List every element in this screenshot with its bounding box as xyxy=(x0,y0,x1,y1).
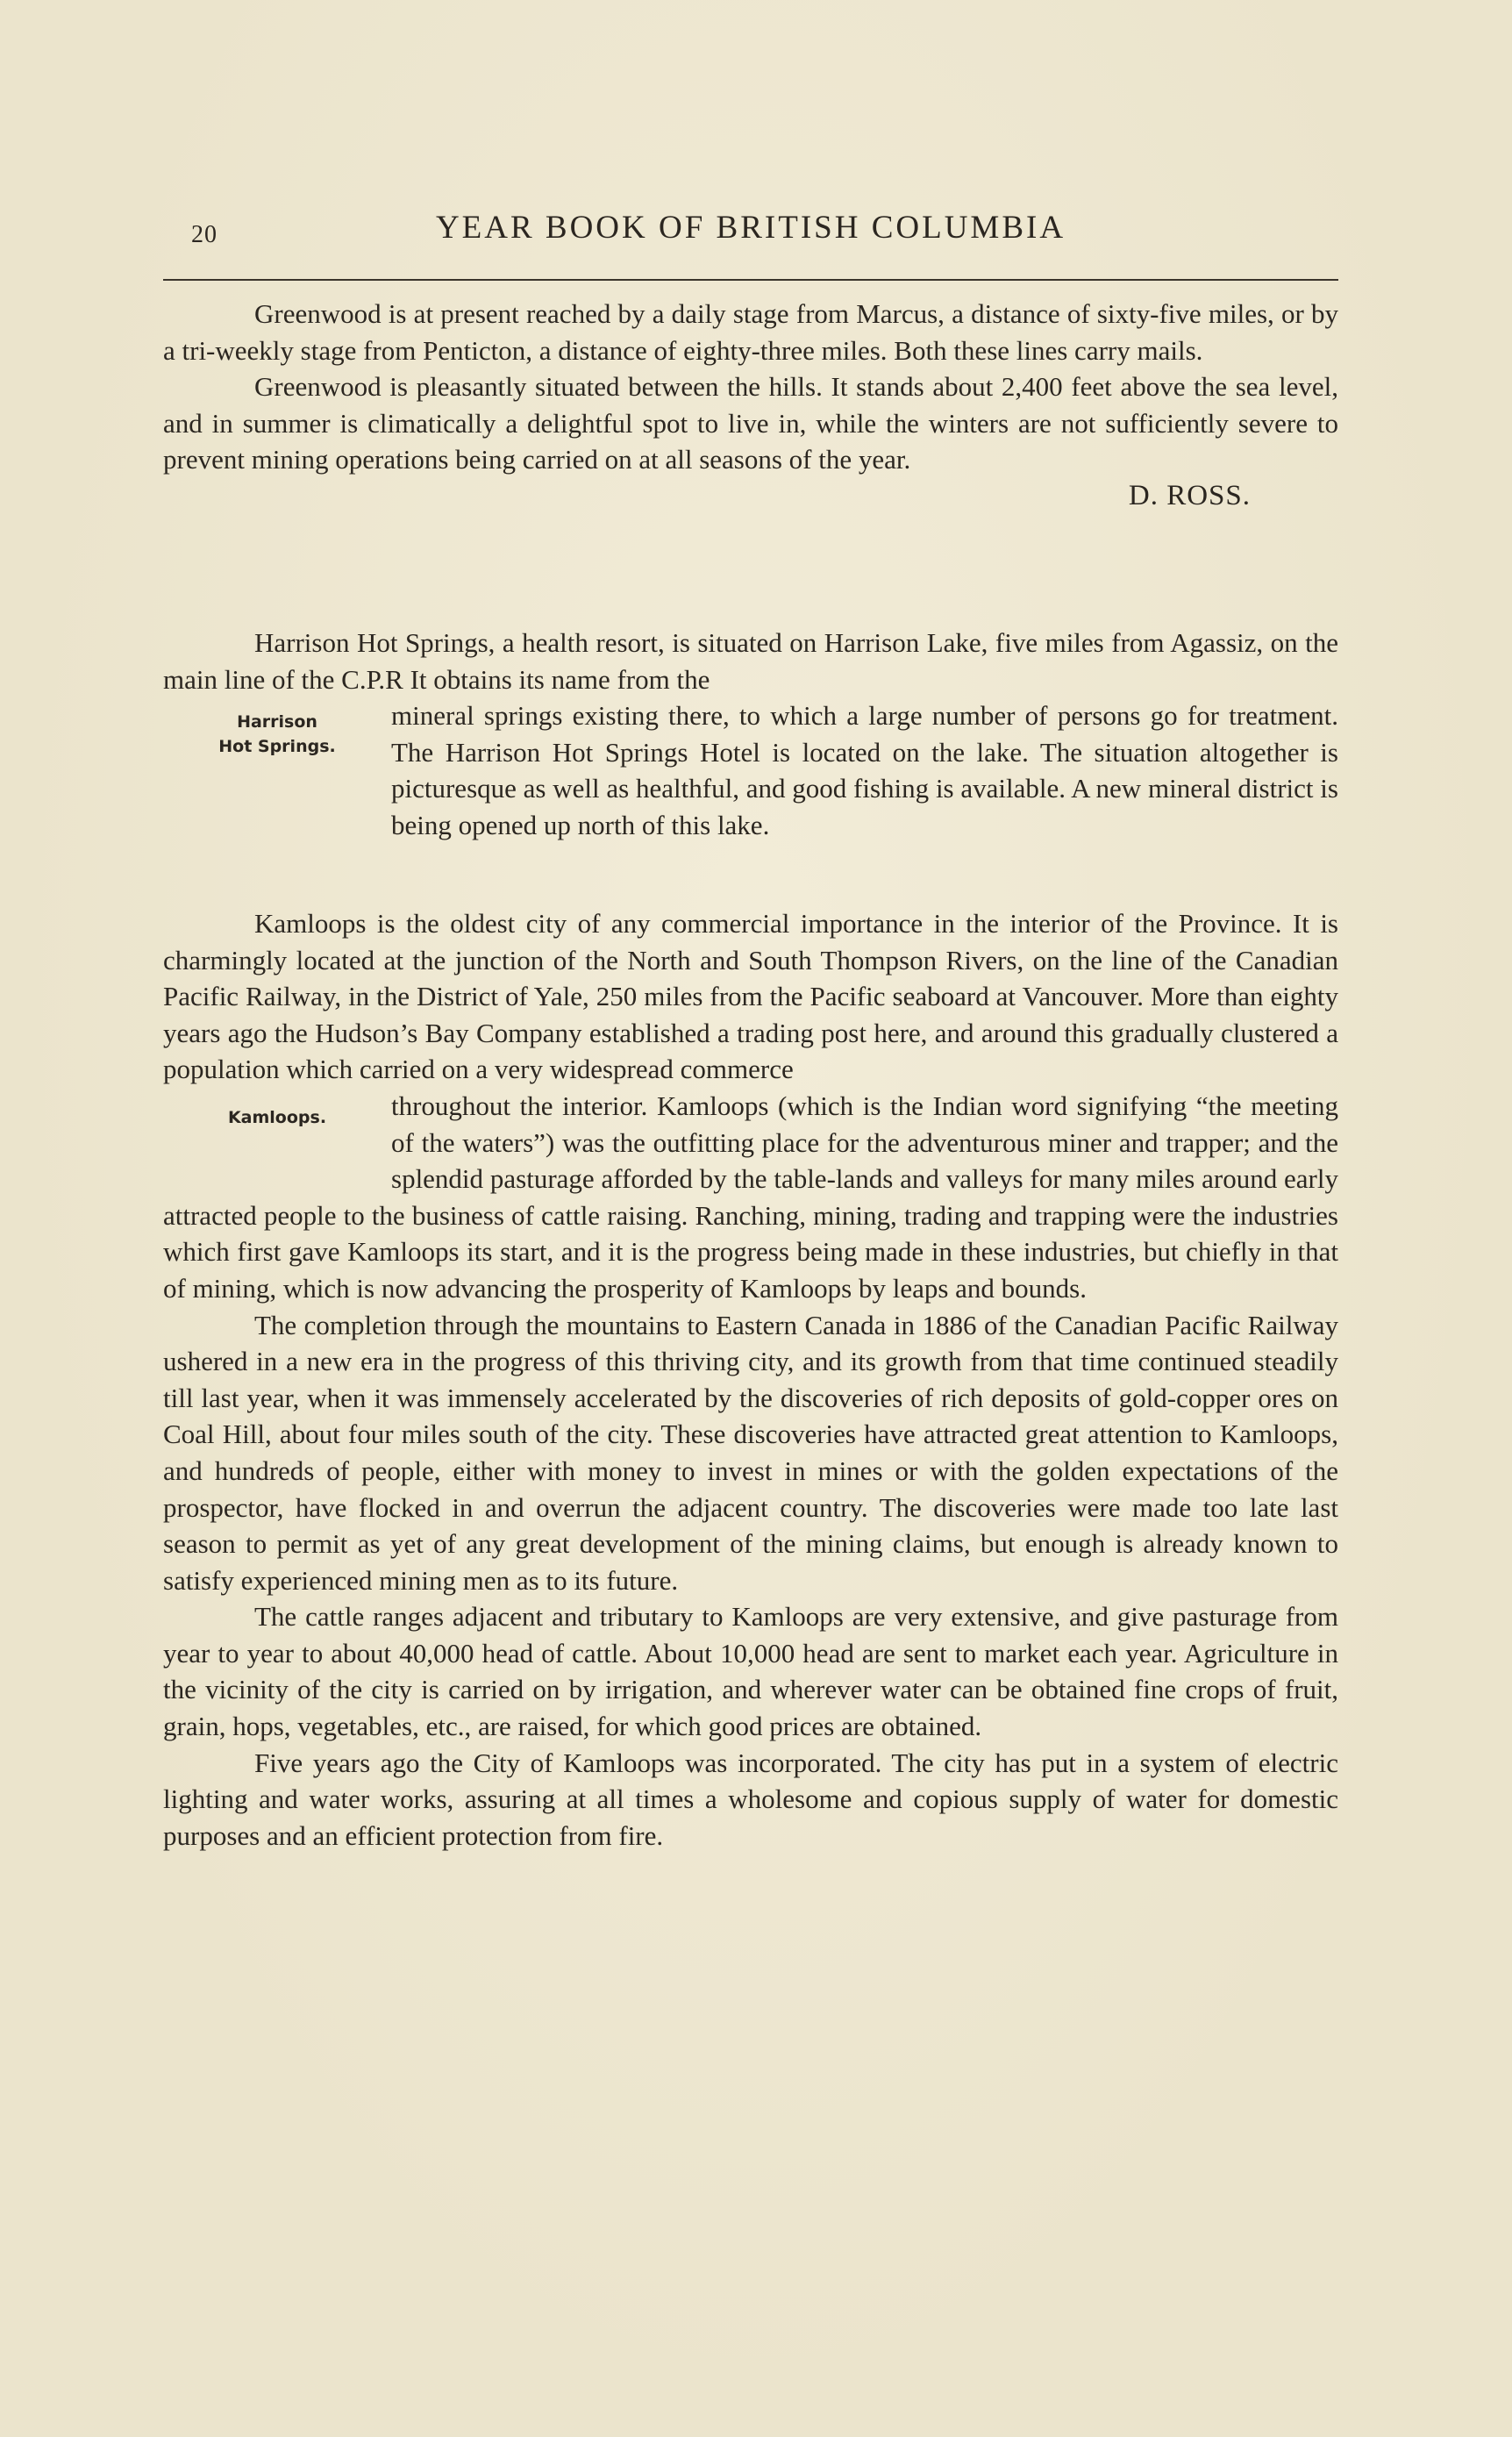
kamloops-paragraph-4: Five years ago the City of Kamloops was incorporated. The city has put in a system of electric lighting and water works, assuring at all times a wholesome and copious supply of water for domestic purposes and an efficient protection from fire. xyxy=(163,1747,1338,1851)
kamloops-section xyxy=(163,905,1338,1854)
harrison-section xyxy=(163,625,1338,844)
kamloops-paragraph-2: The completion through the mountains to Eastern Canada in 1886 of the Canadian Pacific Railway ushered in a new era in the progress of this thriving city, and its growth from that time continued steadily till last year, when it was immensely accelerated by the discoveries of rich deposits of gold-copper ores on Coal Hill, about four miles south of the city. These discoveries have attracted great attention to Kamloops, and hundreds of people, either with money to invest in mines or with the golden expectations of the prospector, have flocked in and overrun the adjacent country. The discoveries were made too late last season to permit as yet of any great development of the mining claims, but enough is already known to satisfy experienced mining men as to its future. xyxy=(163,1309,1338,1596)
running-title: YEAR BOOK OF BRITISH COLUMBIA xyxy=(435,210,1066,246)
sidenote-line: Hot Springs. xyxy=(218,737,336,757)
sidenote-line: Harrison xyxy=(237,712,317,733)
kamloops-sidenote: Kamloops. xyxy=(227,1107,327,1127)
greenwood-section xyxy=(163,296,1338,515)
kamloops-paragraph-3: The cattle ranges adjacent and tributary to Kamloops are very extensive, and give pasturage from year to year to about 40,000 head of cattle. About 10,000 head are sent to market each year. Agriculture in the vicinity of the city is carried on by irrigation, and wherever water can be obtained fine crops of fruit, grain, hops, vegetables, etc., are raised, for which good prices are obtained. xyxy=(163,1601,1338,1742)
header-rule xyxy=(163,279,1338,281)
page-number: 20 xyxy=(191,221,218,248)
kamloops-body-text: throughout the interior. Kamloops (which is the Indian word signifying “the meeting of the waters”) was the outfitting place for the adventurous miner and trapper; and the splendid pasturage afforded by the table-lands and valleys for many miles around early attracted people to the business of cattle raising. Ranching, mining, trading and trapping were the industries which first gave Kamloops its start, and it is the progress being made in these industries, but chiefly in that of mining, which is now advancing the prosperity of Kamloops by leaps and bounds. xyxy=(163,1090,1338,1304)
greenwood-paragraph-2: Greenwood is pleasantly situated between the hills. It stands about 2,400 feet above the sea level, and in summer is climatically a delightful spot to live in, while the winters are not sufficiently severe to prevent mining operations being carried on at all seasons of the year. xyxy=(163,371,1338,475)
harrison-sidenote xyxy=(163,710,391,818)
kamloops-lead-text: Kamloops is the oldest city of any commercial importance in the interior of the Province. It is charmingly located at the junction of the North and South Thompson Rivers, on the line of the Canadian Pacific Railway, in the District of Yale, 250 miles from the Pacific seaboard at Vancouver. More than eighty years ago the Hudson’s Bay Company established a trading post here, and around this gradually clustered a population which carried on a very widespread commerce xyxy=(163,908,1338,1085)
harrison-paragraph xyxy=(163,697,1338,843)
harrison-lead-text: Harrison Hot Springs, a health resort, is situated on Harrison Lake, five miles from Agassiz, on the main line of the C.P.R It obtains its name from the xyxy=(163,627,1338,695)
kamloops-paragraph-1 xyxy=(163,1088,1338,1307)
author-signature: D. ROSS. xyxy=(1128,479,1251,511)
harrison-body-text: mineral springs existing there, to which a large number of persons go for treatment. The Harrison Hot Springs Hotel is located on the lake. The situation altogether is picturesque as well as healthful, and good fishing is available. A new mineral district is being opened up north of this lake. xyxy=(391,700,1338,840)
page-header xyxy=(163,209,1338,261)
greenwood-paragraph-1: Greenwood is at present reached by a daily stage from Marcus, a distance of sixty-five miles, or by a tri-weekly stage from Penticton, a distance of eighty-three miles. Both these lines carry mails. xyxy=(163,298,1338,366)
